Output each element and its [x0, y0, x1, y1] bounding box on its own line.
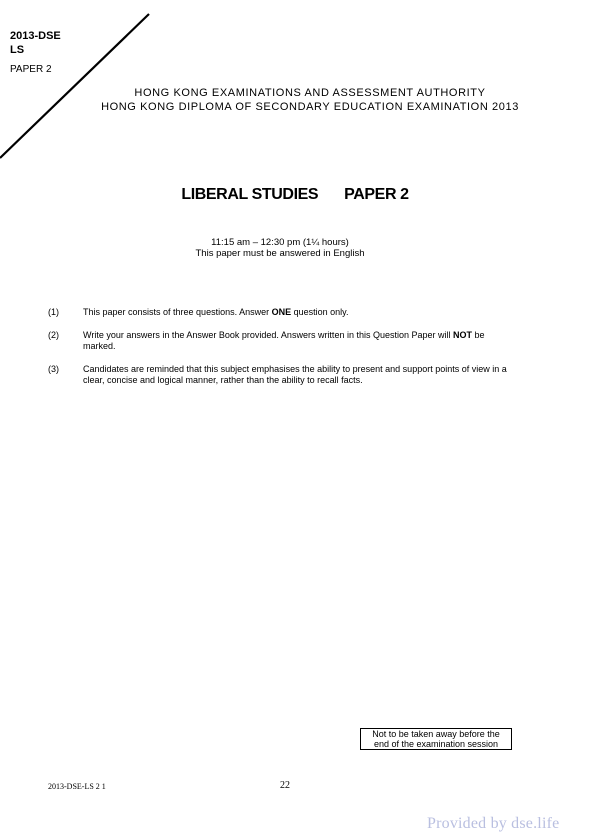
- instruction-number: (3): [48, 364, 59, 374]
- subject-code: LS: [10, 44, 25, 56]
- paper-label: PAPER 2: [10, 64, 52, 75]
- footer-code: 2013-DSE-LS 2 1: [48, 782, 106, 791]
- page-number: 22: [280, 780, 290, 791]
- instruction-item: [48, 364, 518, 388]
- language-note: This paper must be answered in English: [195, 248, 365, 259]
- instruction-item: [48, 330, 518, 354]
- instruction-text: Write your answers in the Answer Book provided. Answers written in this Question Paper will NOT be marked.: [83, 330, 485, 351]
- instruction-item: [48, 307, 518, 319]
- authority-line-2: HONG KONG DIPLOMA OF SECONDARY EDUCATION EXAMINATION 2013: [101, 101, 519, 113]
- authority-line-1: HONG KONG EXAMINATIONS AND ASSESSMENT AUTHORITY: [134, 87, 486, 99]
- exam-code: 2013-DSE: [10, 30, 61, 42]
- notice-line-1: Not to be taken away before the: [372, 729, 500, 739]
- instruction-text: This paper consists of three questions. Answer ONE question only.: [83, 307, 349, 317]
- page-title: [0, 186, 590, 204]
- notice-line-2: end of the examination session: [373, 739, 499, 749]
- corner-diagonal-line: [0, 0, 160, 170]
- title-paper: PAPER 2: [344, 186, 409, 203]
- instruction-number: (1): [48, 307, 59, 317]
- instruction-number: (2): [48, 330, 59, 340]
- take-away-notice: [360, 728, 512, 750]
- exam-time: 11:15 am – 12:30 pm (1¼ hours): [211, 237, 349, 248]
- watermark: Provided by dse.life: [427, 815, 560, 832]
- title-subject: LIBERAL STUDIES: [181, 186, 319, 203]
- instruction-text: Candidates are reminded that this subject emphasises the ability to present and support points of view in a clear, concise and logical manner, rather than the ability to recall facts.: [83, 364, 507, 385]
